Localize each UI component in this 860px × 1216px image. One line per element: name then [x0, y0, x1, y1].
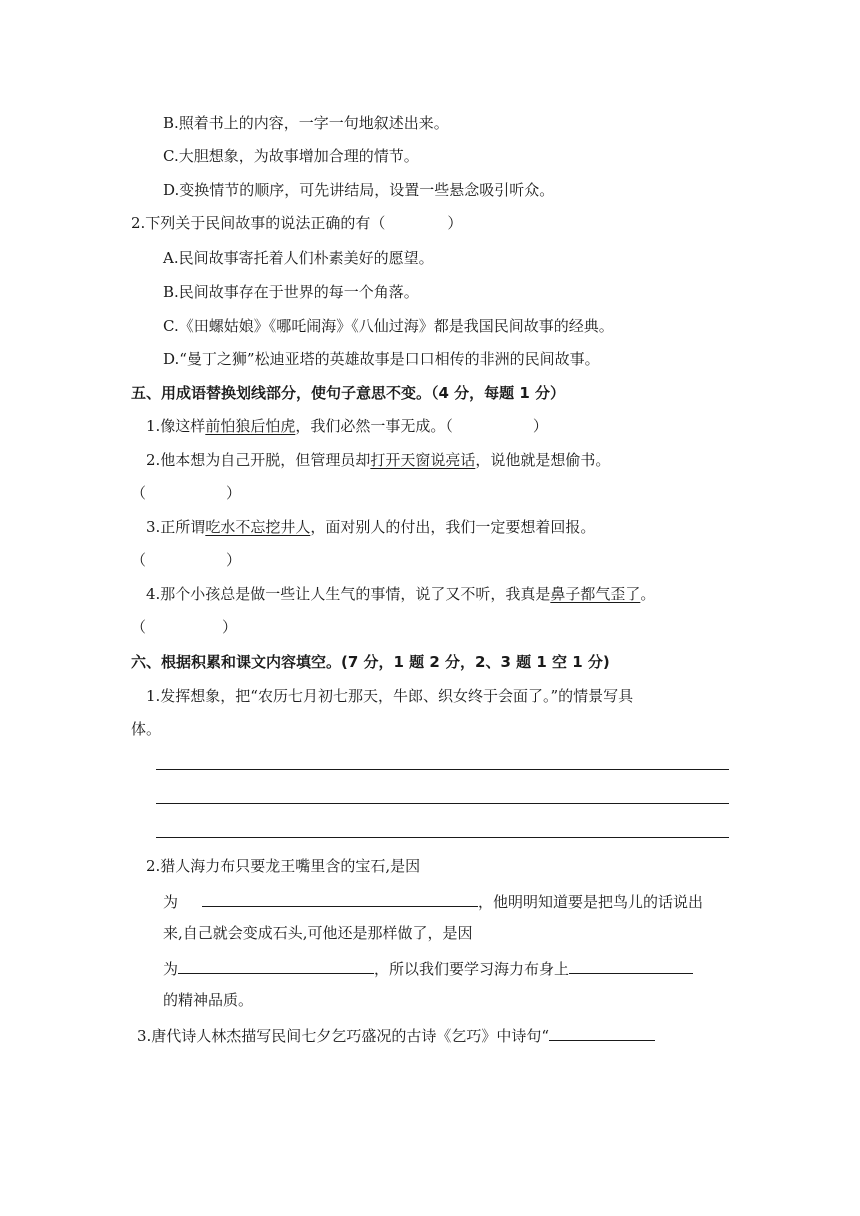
option-d: D.变换情节的顺序，可先讲结局，设置一些悬念吸引听众。: [163, 181, 555, 199]
s6-q3-line1: [137, 1024, 655, 1046]
s5-q3-pre: 3.正所谓: [146, 518, 206, 536]
writing-line[interactable]: [156, 803, 729, 804]
s5-q4-pre: 4.那个小孩总是做一些让人生气的事情，说了又不听，我真是: [146, 585, 551, 603]
s6-q2-line5: 的精神品质。: [163, 991, 254, 1009]
option-c: C.大胆想象，为故事增加合理的情节。: [163, 147, 419, 165]
option-d: D.“曼丁之狮”松迪亚塔的英雄故事是口口相传的非洲的民间故事。: [163, 350, 600, 368]
paren-open: （: [131, 551, 147, 569]
paren-close: ）: [226, 551, 242, 569]
s5-question-1: [146, 416, 548, 436]
underlined-phrase: 鼻子都气歪了: [550, 585, 641, 603]
question-2-stem: [131, 213, 462, 233]
s6-q2-line1: 2.猎人海力布只要龙王嘴里含的宝石,是因: [146, 857, 421, 875]
s5-q2-post: ，说他就是想偷书。: [475, 451, 611, 469]
s6-q2-line2-post: ，他明明知道要是把鸟儿的话说出: [478, 893, 704, 911]
s5-question-4: [146, 584, 655, 604]
s6-q2-line4: [163, 957, 693, 979]
paren-close: ）: [447, 214, 463, 232]
s6-q2-line3: 来,自己就会变成石头,可他还是那样做了，是因: [163, 924, 473, 942]
s5-question-3: [146, 517, 595, 537]
s5-q3-answer[interactable]: [131, 550, 241, 570]
s5-question-2: [146, 450, 610, 470]
option-a: A.民间故事寄托着人们朴素美好的愿望。: [163, 249, 434, 267]
underlined-phrase: 打开天窗说亮话: [370, 451, 476, 469]
s5-q4-post: 。: [640, 585, 656, 603]
paren-open: （: [131, 484, 147, 502]
fill-blank[interactable]: [202, 890, 478, 907]
s6-q2-wei: 为: [163, 893, 179, 911]
option-b: B.民间故事存在于世界的每一个角落。: [163, 283, 419, 301]
s6-q2-line4-mid: ，所以我们要学习海力布身上: [374, 960, 570, 978]
underlined-phrase: 前怕狼后怕虎: [205, 417, 296, 435]
section-5-title: 五、用成语替换划线部分，使句子意思不变。（4 分，每题 1 分）: [131, 384, 566, 402]
s6-q2-line2: [163, 890, 703, 912]
s5-q4-answer[interactable]: [131, 617, 237, 637]
s6-q3-text: 3.唐代诗人林杰描写民间七夕乞巧盛况的古诗《乞巧》中诗句“: [137, 1027, 549, 1045]
s5-q1-post: ，我们必然一事无成。（: [295, 417, 453, 435]
option-b: B.照着书上的内容，一字一句地叙述出来。: [163, 114, 449, 132]
writing-line[interactable]: [156, 837, 729, 838]
paren-close: ）: [532, 417, 548, 435]
fill-blank[interactable]: [549, 1024, 655, 1041]
paren-close: ）: [226, 484, 242, 502]
s5-q1-pre: 1.像这样: [146, 417, 206, 435]
fill-blank[interactable]: [569, 957, 693, 974]
question-stem-text: 2.下列关于民间故事的说法正确的有（: [131, 214, 386, 232]
writing-line[interactable]: [156, 769, 729, 770]
s6-q1-line2: 体。: [131, 720, 162, 738]
section-6-title: 六、根据积累和课文内容填空。(7 分，1 题 2 分，2、3 题 1 空 1 分): [131, 653, 610, 671]
paren-close: ）: [222, 618, 238, 636]
s6-q1-line1: 1.发挥想象，把“农历七月初七那天，牛郎、织女终于会面了。”的情景写具: [146, 687, 634, 705]
s5-q3-post: ，面对别人的付出，我们一定要想着回报。: [310, 518, 596, 536]
s5-q2-pre: 2.他本想为自己开脱，但管理员却: [146, 451, 371, 469]
underlined-phrase: 吃水不忘挖井人: [205, 518, 311, 536]
s5-q2-answer[interactable]: [131, 483, 241, 503]
s6-q2-wei: 为: [163, 960, 179, 978]
option-c: C.《田螺姑娘》《哪吒闹海》《八仙过海》都是我国民间故事的经典。: [163, 317, 614, 335]
paren-open: （: [131, 618, 147, 636]
fill-blank[interactable]: [178, 957, 374, 974]
